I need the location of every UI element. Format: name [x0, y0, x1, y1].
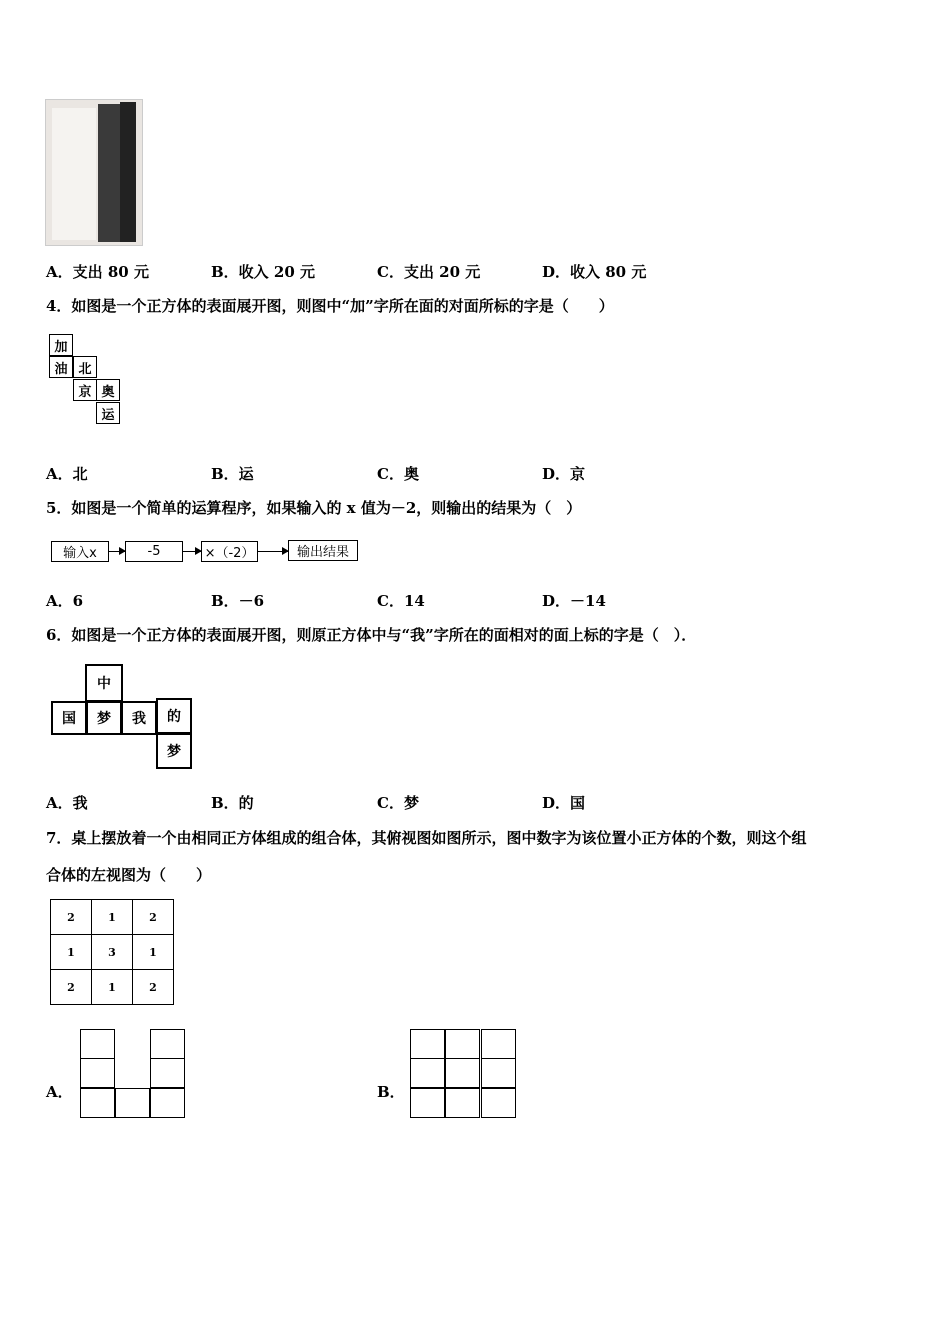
grid-cell: 2 [51, 970, 92, 1005]
q6-option-d: D．国 [542, 794, 586, 812]
q7-option-a-label: A． [46, 1083, 73, 1101]
flow-box-output: 输出结果 [288, 540, 358, 561]
net-face: 运 [96, 402, 120, 424]
q4-option-b: B．运 [211, 465, 254, 483]
net-face: 的 [156, 698, 192, 734]
grid-cell: 3 [92, 935, 133, 970]
net-face: 北 [73, 356, 97, 378]
net-face: 梦 [86, 701, 122, 735]
q3-option-c: C．支出 20 元 [377, 263, 481, 281]
net-face: 国 [51, 701, 87, 735]
flow-arrow [183, 551, 201, 552]
q4-option-c: C．奥 [377, 465, 419, 483]
q6-text: 6．如图是一个正方体的表面展开图，则原正方体中与“我”字所在的面相对的面上标的字是（ ）． [46, 626, 697, 644]
grid-cell: 1 [92, 970, 133, 1005]
net-face: 加 [49, 334, 73, 356]
q3-option-b: B．收入 20 元 [211, 263, 315, 281]
net-face: 梦 [156, 733, 192, 769]
grid-cell: 1 [51, 935, 92, 970]
q7-top-view-grid [50, 899, 174, 1005]
flow-box-subtract: -5 [125, 541, 183, 562]
q6-option-c: C．梦 [377, 794, 419, 812]
grid-cell: 1 [133, 935, 174, 970]
q5-option-c: C．14 [377, 592, 425, 610]
q5-option-d: D．－14 [542, 592, 606, 610]
q5-option-a: A．6 [46, 592, 84, 610]
flow-box-multiply: ×（-2） [201, 541, 258, 562]
q4-option-a: A．北 [46, 465, 88, 483]
grid-cell: 2 [51, 900, 92, 935]
grid-cell: 2 [133, 900, 174, 935]
grid-cell: 2 [133, 970, 174, 1005]
q5-text: 5．如图是一个简单的运算程序，如果输入的 x 值为－2，则输出的结果为（ ） [46, 499, 582, 517]
q4-option-d: D．京 [542, 465, 586, 483]
q6-option-a: A．我 [46, 794, 88, 812]
q5-option-b: B．－6 [211, 592, 265, 610]
q7-option-b-label: B． [377, 1083, 405, 1101]
q3-option-a: A．支出 80 元 [46, 263, 149, 281]
flow-arrow [258, 551, 288, 552]
net-face: 中 [85, 664, 123, 702]
book-photo [45, 99, 143, 246]
net-face: 我 [121, 701, 157, 735]
q6-option-b: B．的 [211, 794, 254, 812]
grid-cell: 1 [92, 900, 133, 935]
flow-box-input: 输入x [51, 541, 109, 562]
q3-option-d: D．收入 80 元 [542, 263, 647, 281]
q7-text-line2: 合体的左视图为（ ） [46, 866, 212, 884]
net-face: 京 [73, 379, 97, 401]
q7-text-line1: 7．桌上摆放着一个由相同正方体组成的组合体，其俯视图如图所示，图中数字为该位置小正方体的个数，则这个组 [46, 829, 807, 847]
q4-text: 4．如图是一个正方体的表面展开图，则图中“加”字所在面的对面所标的字是（ ） [46, 297, 614, 315]
net-face: 油 [49, 356, 73, 378]
flow-arrow [109, 551, 125, 552]
net-face: 奥 [96, 379, 120, 401]
